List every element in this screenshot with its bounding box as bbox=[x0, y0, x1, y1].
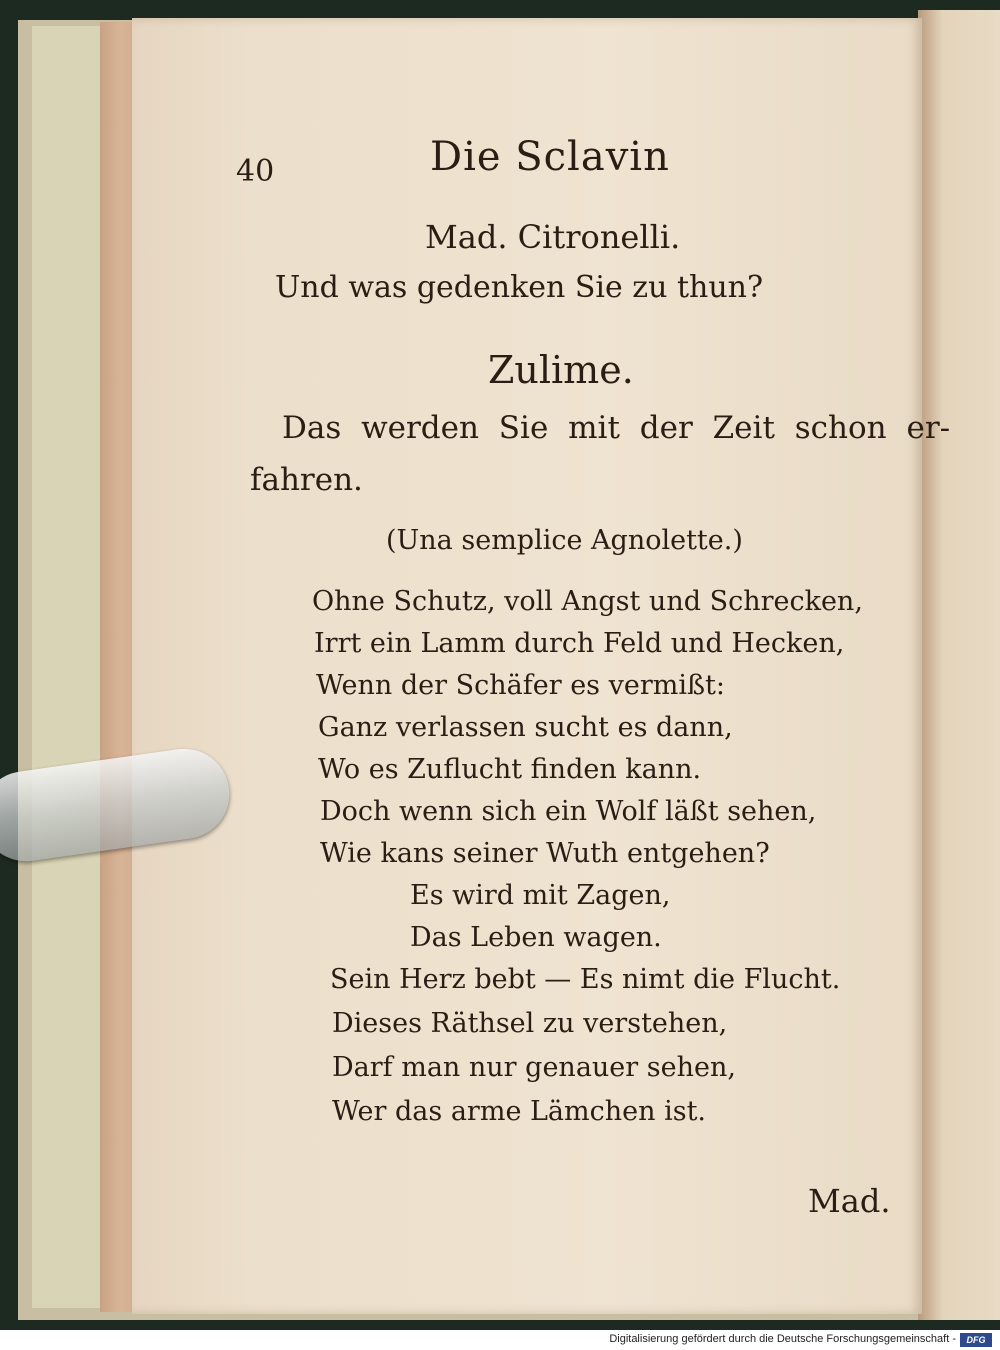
dfg-logo-icon: DFG bbox=[960, 1333, 992, 1347]
verse-line: Irrt ein Lamm durch Feld und Hecken, bbox=[314, 628, 845, 659]
footer-bar bbox=[0, 1330, 1000, 1350]
speaker-name: Mad. Citronelli. bbox=[425, 218, 681, 256]
verse-line: Dieses Räthsel zu verstehen, bbox=[332, 1008, 728, 1039]
right-page-edge bbox=[918, 10, 1000, 1320]
verse-line: Sein Herz bebt — Es nimt die Flucht. bbox=[330, 964, 841, 995]
verse-line: Wie kans seiner Wuth entgehen? bbox=[320, 838, 770, 869]
page-number: 40 bbox=[236, 154, 275, 189]
verse-line: Das Leben wagen. bbox=[410, 922, 662, 953]
verse-line: Wenn der Schäfer es vermißt: bbox=[316, 670, 725, 701]
aria-title: (Una semplice Agnolette.) bbox=[386, 525, 743, 556]
running-head: Die Sclavin bbox=[430, 134, 670, 180]
verse-line: Wer das arme Lämchen ist. bbox=[332, 1096, 707, 1127]
verse-line: Darf man nur genauer sehen, bbox=[332, 1052, 736, 1083]
verse-line: Ohne Schutz, voll Angst und Schrecken, bbox=[312, 586, 863, 617]
dialogue-line: Das werden Sie mit der Zeit schon er- bbox=[282, 410, 951, 446]
funding-credit: Digitalisierung gefördert durch die Deutsche Forschungsgemeinschaft - bbox=[609, 1333, 956, 1345]
verse-line: Wo es Zuflucht finden kann. bbox=[318, 754, 702, 785]
verse-line: Ganz verlassen sucht es dann, bbox=[318, 712, 733, 743]
verse-line: Es wird mit Zagen, bbox=[410, 880, 671, 911]
catchword: Mad. bbox=[808, 1182, 891, 1220]
verse-line: Doch wenn sich ein Wolf läßt sehen, bbox=[320, 796, 817, 827]
dialogue-line: Und was gedenken Sie zu thun? bbox=[275, 270, 764, 305]
speaker-name: Zulime. bbox=[488, 348, 634, 392]
dialogue-line: fahren. bbox=[250, 462, 363, 498]
